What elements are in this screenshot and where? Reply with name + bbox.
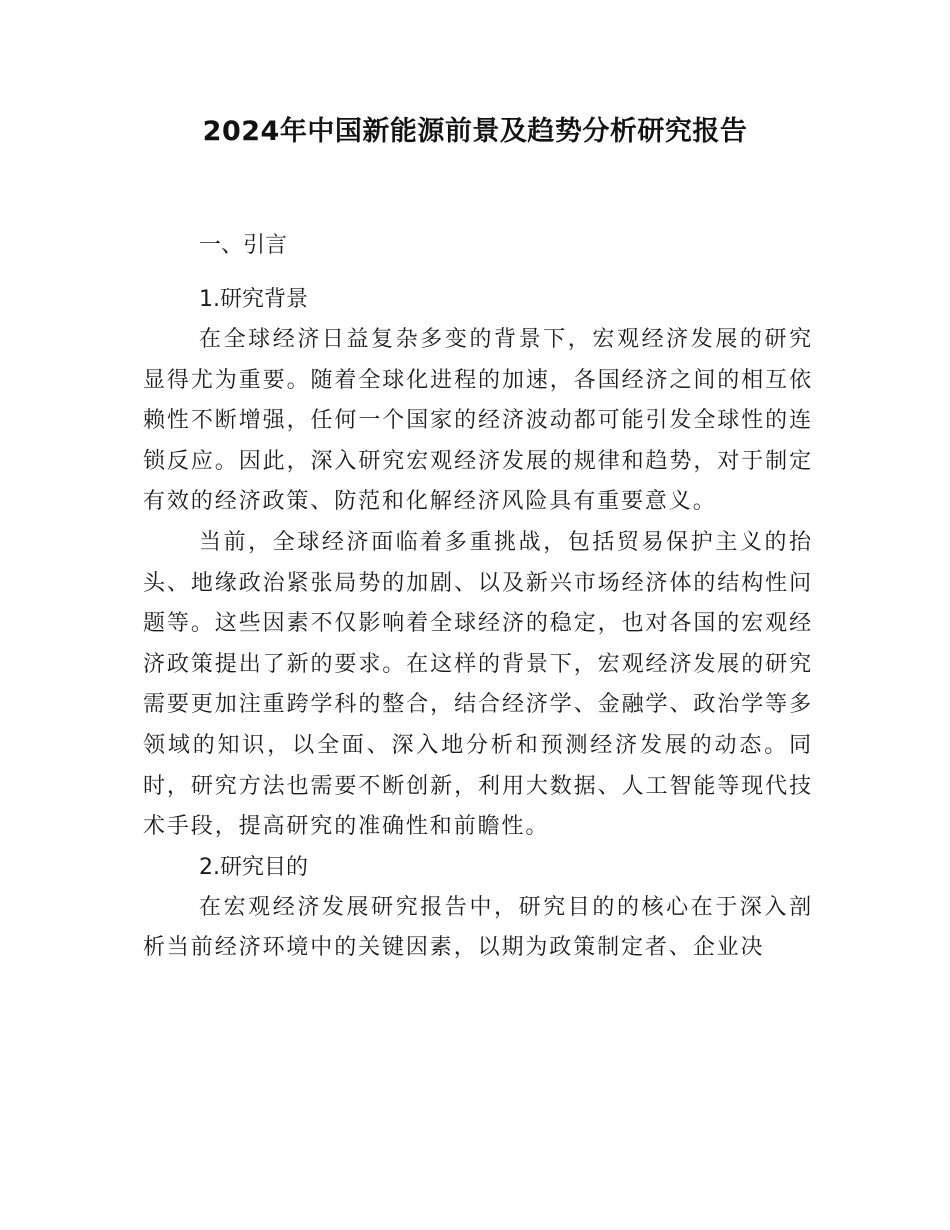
- document-body: [143, 226, 813, 969]
- paragraph-background-1: 在全球经济日益复杂多变的背景下，宏观经济发展的研究显得尤为重要。随着全球化进程的加速，各国经济之间的相互依赖性不断增强，任何一个国家的经济波动都可能引发全球性的连锁反应。因此，深入研究宏观经济发展的规律和趋势，对于制定有效的经济政策、防范和化解经济风险具有重要意义。: [143, 327, 813, 515]
- subsection-heading-purpose: 2.研究目的: [199, 854, 308, 880]
- paragraph-purpose-1: 在宏观经济发展研究报告中，研究目的的核心在于深入剖析当前经济环境中的关键因素，以期为政策制定者、企业决: [143, 894, 813, 961]
- section-heading-introduction: 一、引言: [199, 233, 288, 258]
- paragraph-background-2: 当前，全球经济面临着多重挑战，包括贸易保护主义的抬头、地缘政治紧张局势的加剧、以及新兴市场经济体的结构性问题等。这些因素不仅影响着全球经济的稳定，也对各国的宏观经济政策提出了新的要求。在这样的背景下，宏观经济发展的研究需要更加注重跨学科的整合，结合经济学、金融学、政治学等多领域的知识，以全面、深入地分析和预测经济发展的动态。同时，研究方法也需要不断创新，利用大数据、人工智能等现代技术手段，提高研究的准确性和前瞻性。: [143, 529, 813, 840]
- subsection-heading-background: 1.研究背景: [199, 287, 308, 312]
- document-title: 2024年中国新能源前景及趋势分析研究报告: [202, 116, 748, 147]
